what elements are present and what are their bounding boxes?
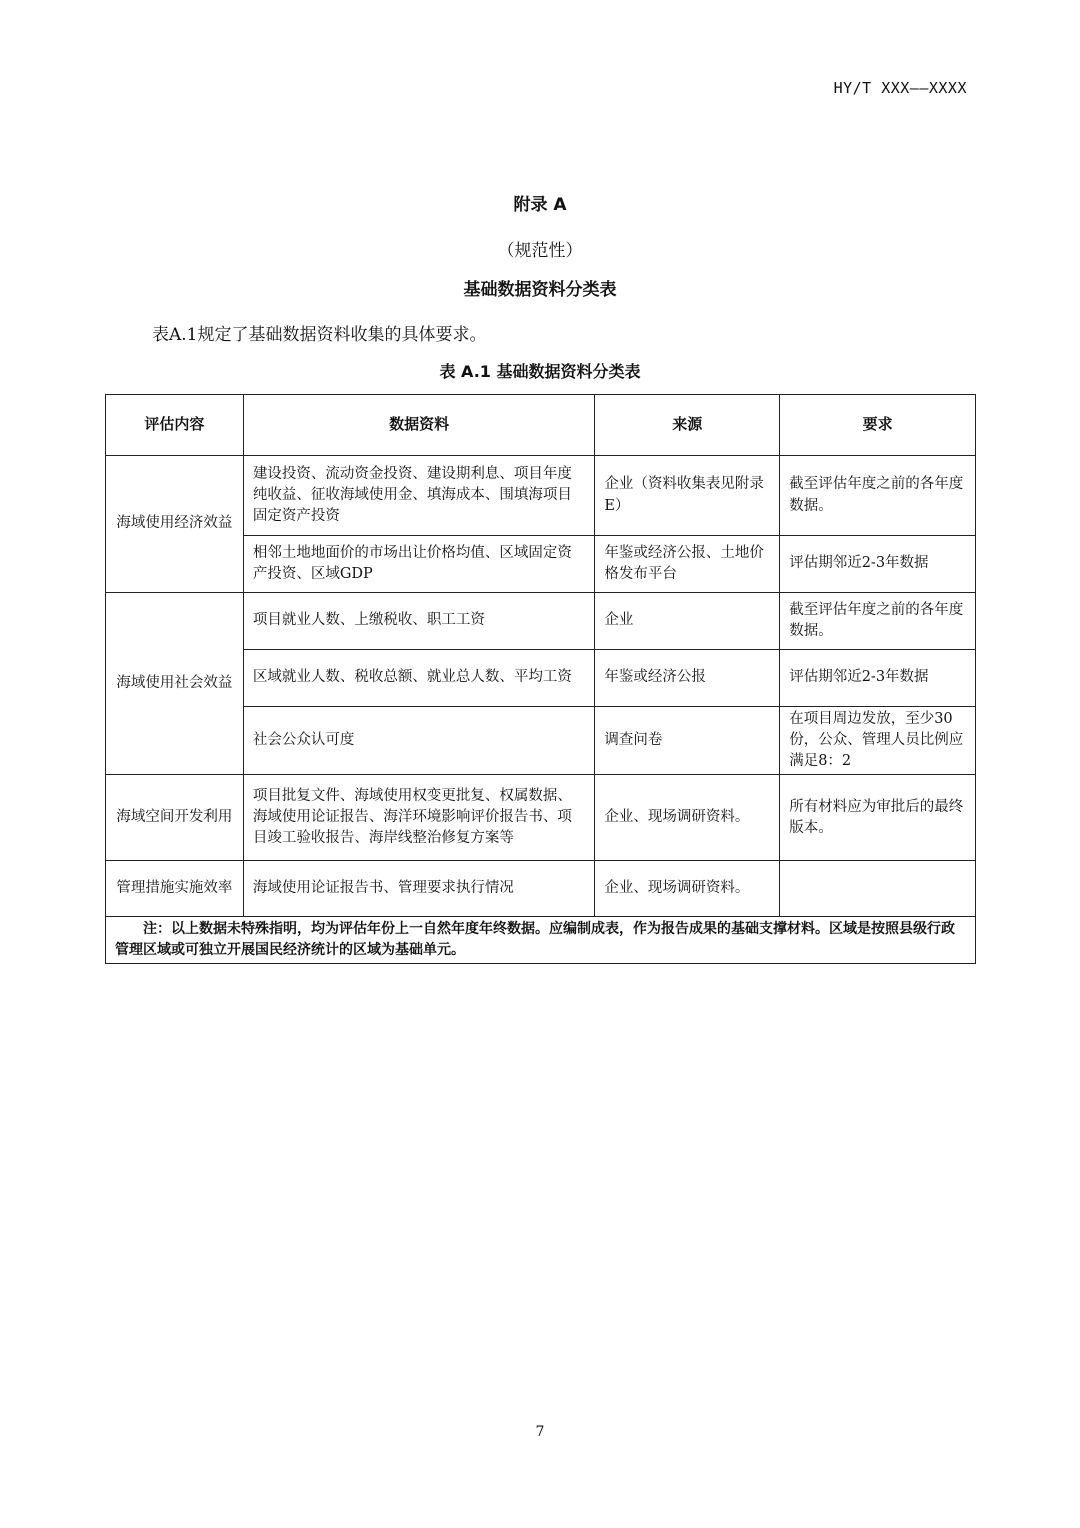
category-cell: 管理措施实施效率	[106, 861, 244, 917]
table-row	[106, 593, 976, 650]
appendix-type: （规范性）	[497, 241, 583, 261]
requirement-cell: 截至评估年度之前的各年度数据。	[780, 456, 976, 536]
source-cell: 企业、现场调研资料。	[595, 775, 780, 861]
column-header: 要求	[780, 395, 976, 456]
data-cell: 相邻土地地面价的市场出让价格均值、区域固定资产投资、区域GDP	[243, 536, 595, 593]
source-cell: 调查问卷	[595, 707, 780, 775]
data-cell: 区域就业人数、税收总额、就业总人数、平均工资	[243, 650, 595, 707]
table-note-row	[106, 917, 976, 964]
appendix-title: 附录 A	[513, 195, 567, 215]
column-header: 评估内容	[106, 395, 244, 456]
column-header: 来源	[595, 395, 780, 456]
source-cell: 企业（资料收集表见附录E）	[595, 456, 780, 536]
data-cell: 社会公众认可度	[243, 707, 595, 775]
document-code: HY/T XXX——XXXX	[833, 79, 967, 97]
data-cell: 建设投资、流动资金投资、建设期利息、项目年度纯收益、征收海域使用金、填海成本、围填海项目固定资产投资	[243, 456, 595, 536]
requirement-cell: 评估期邻近2-3年数据	[780, 536, 976, 593]
requirement-cell: 在项目周边发放，至少30份，公众、管理人员比例应满足8：2	[780, 707, 976, 775]
source-cell: 企业	[595, 593, 780, 650]
table-row	[106, 861, 976, 917]
appendix-name: 基础数据资料分类表	[463, 280, 617, 300]
page-number: 7	[535, 1424, 545, 1440]
table-note: 注：以上数据未特殊指明，均为评估年份上一自然年度年终数据。应编制成表，作为报告成果的基础支撑材料。区域是按照县级行政管理区域或可独立开展国民经济统计的区域为基础单元。	[106, 917, 976, 964]
intro-paragraph: 表A.1规定了基础数据资料收集的具体要求。	[152, 325, 487, 345]
data-cell: 项目就业人数、上缴税收、职工工资	[243, 593, 595, 650]
requirement-cell: 截至评估年度之前的各年度数据。	[780, 593, 976, 650]
source-cell: 年鉴或经济公报	[595, 650, 780, 707]
requirement-cell: 评估期邻近2-3年数据	[780, 650, 976, 707]
data-cell: 项目批复文件、海域使用权变更批复、权属数据、海域使用论证报告、海洋环境影响评价报告书、项目竣工验收报告、海岸线整治修复方案等	[243, 775, 595, 861]
table-header-row	[106, 395, 976, 456]
data-cell: 海域使用论证报告书、管理要求执行情况	[243, 861, 595, 917]
table-caption: 表 A.1 基础数据资料分类表	[439, 362, 641, 381]
column-header: 数据资料	[243, 395, 595, 456]
source-cell: 年鉴或经济公报、土地价格发布平台	[595, 536, 780, 593]
table-row	[106, 456, 976, 536]
data-classification-table	[105, 394, 976, 964]
category-cell: 海域空间开发利用	[106, 775, 244, 861]
requirement-cell	[780, 861, 976, 917]
source-cell: 企业、现场调研资料。	[595, 861, 780, 917]
category-cell: 海域使用经济效益	[106, 456, 244, 593]
requirement-cell: 所有材料应为审批后的最终版本。	[780, 775, 976, 861]
table-row	[106, 775, 976, 861]
category-cell: 海域使用社会效益	[106, 593, 244, 775]
